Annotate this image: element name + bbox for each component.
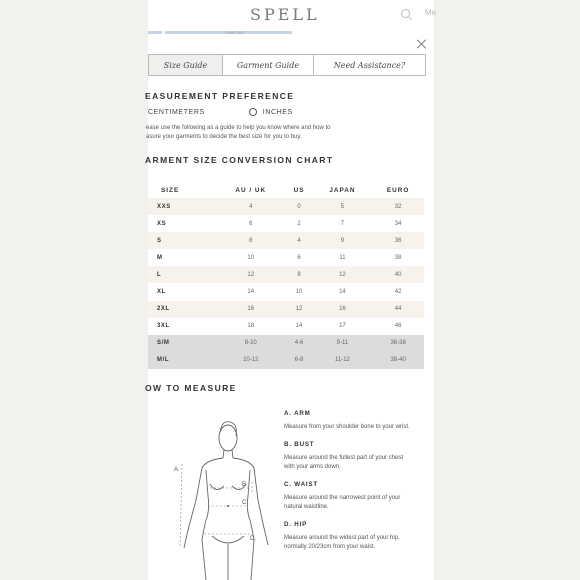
size-guide-page <box>145 0 437 580</box>
table-row <box>148 283 424 300</box>
brand-logo[interactable]: SPELL <box>250 5 320 24</box>
value-cell: 8 <box>285 266 312 283</box>
table-row <box>148 198 424 215</box>
guide-tabs <box>148 54 426 76</box>
value-cell: 8-10 <box>216 335 285 352</box>
table-row <box>148 266 424 283</box>
value-cell: 36 <box>372 232 424 249</box>
value-cell: 42 <box>394 289 402 296</box>
value-cell: 9 <box>313 232 373 249</box>
value-cell: 32 <box>372 198 424 215</box>
value-cell: 14 <box>339 289 346 296</box>
value-cell: 44 <box>372 301 424 318</box>
table-row <box>148 301 424 318</box>
col-size: SIZE <box>161 186 180 194</box>
value-cell: 10-12 <box>216 352 285 369</box>
value-cell: 38-40 <box>372 352 424 369</box>
arm-title: A. ARM <box>284 410 311 417</box>
centimeters-label[interactable]: CENTIMETERS <box>148 108 205 116</box>
hip-desc: Measure around the widest part of your hip, normally 20/23cm from your waist. <box>284 534 400 550</box>
tab-size-guide[interactable]: Size Guide <box>149 55 223 75</box>
intro-text <box>146 124 361 142</box>
value-cell: 16 <box>216 301 285 318</box>
value-cell: 34 <box>394 220 402 227</box>
size-cell: M/L <box>148 352 216 369</box>
size-cell: S <box>148 232 216 249</box>
menu-label[interactable]: Me <box>425 8 437 17</box>
value-cell: 40 <box>372 266 424 283</box>
table-row <box>148 335 424 352</box>
inches-radio[interactable] <box>249 108 257 116</box>
body-measurement-figure <box>166 400 286 580</box>
value-cell: 10 <box>247 254 255 261</box>
value-cell: 8 <box>216 232 285 249</box>
size-cell: S/M <box>148 335 216 352</box>
waist-desc: Measure around the narrowest point of your natural waistline. <box>284 494 401 510</box>
size-cell: XL <box>157 289 166 296</box>
value-cell: 6 <box>249 220 253 227</box>
figure-label-b: B. <box>242 482 248 488</box>
value-cell: 17 <box>339 323 346 330</box>
value-cell: 11-12 <box>313 352 373 369</box>
table-row <box>148 352 424 369</box>
table-row <box>148 249 424 266</box>
value-cell: 9-11 <box>313 335 373 352</box>
figure-label-d: D. <box>250 536 256 542</box>
close-icon[interactable] <box>416 38 428 50</box>
value-cell: 6 <box>297 254 301 261</box>
tab-garment-guide[interactable]: Garment Guide <box>223 55 314 75</box>
arm-desc: Measure from your shoulder bone to your wrist. <box>284 424 410 430</box>
bust-desc: Measure around the fullest part of your chest with your arms down. <box>284 454 404 470</box>
figure-label-c: C. <box>242 500 248 506</box>
size-conversion-table <box>148 182 424 369</box>
nav-strip-left <box>148 31 162 34</box>
col-euro: EURO <box>386 186 410 194</box>
value-cell: 12 <box>313 266 373 283</box>
value-cell: 10 <box>295 289 303 296</box>
table-row <box>148 232 424 249</box>
tab-need-assistance[interactable]: Need Assistance? <box>333 60 406 70</box>
size-cell: M <box>157 254 163 261</box>
value-cell: 38 <box>394 254 402 261</box>
size-cell: XXS <box>148 198 216 215</box>
col-us: US <box>293 186 305 194</box>
value-cell: 12 <box>285 301 312 318</box>
waist-title: C. WAIST <box>284 480 318 488</box>
size-cell: L <box>148 266 216 283</box>
value-cell: 5 <box>313 198 373 215</box>
intro-line-1: ease use the following as a guide to help you know where and how to <box>146 125 331 131</box>
size-cell: 2XL <box>148 301 216 318</box>
value-cell: 16 <box>313 301 373 318</box>
value-cell: 11 <box>339 254 346 261</box>
value-cell: 46 <box>394 323 402 330</box>
size-cell: XS <box>157 220 167 227</box>
conversion-chart-heading: ARMENT SIZE CONVERSION CHART <box>145 155 334 165</box>
table-header-row <box>148 182 424 198</box>
value-cell: 4 <box>285 232 312 249</box>
size-cell: 3XL <box>157 323 170 330</box>
value-cell: 2 <box>297 220 301 227</box>
value-cell: 7 <box>340 220 345 227</box>
inches-label[interactable]: INCHES <box>262 108 293 116</box>
value-cell: 4-6 <box>285 335 312 352</box>
value-cell: 36-38 <box>372 335 424 352</box>
measure-instructions <box>284 410 414 561</box>
value-cell: 14 <box>247 289 255 296</box>
value-cell: 12 <box>216 266 285 283</box>
intro-line-2: asure your garments to decide the best size for you to buy. <box>146 134 302 140</box>
figure-label-a: A. <box>174 467 180 473</box>
strip-label: CART (0) <box>226 30 243 35</box>
search-icon[interactable] <box>401 9 410 18</box>
unit-options <box>148 108 293 116</box>
col-au-uk: AU / UK <box>235 186 267 194</box>
measurement-preference-heading: EASUREMENT PREFERENCE <box>145 91 295 101</box>
value-cell: 18 <box>247 323 255 330</box>
bust-title: B. BUST <box>284 440 315 448</box>
table-row <box>148 318 424 335</box>
value-cell: 4 <box>216 198 285 215</box>
value-cell: 14 <box>295 323 303 330</box>
value-cell: 6-8 <box>285 352 312 369</box>
table-row <box>148 215 424 232</box>
col-japan: JAPAN <box>329 186 356 194</box>
value-cell: 0 <box>285 198 312 215</box>
how-to-measure-heading: OW TO MEASURE <box>145 383 237 393</box>
hip-title: D. HIP <box>284 520 308 528</box>
